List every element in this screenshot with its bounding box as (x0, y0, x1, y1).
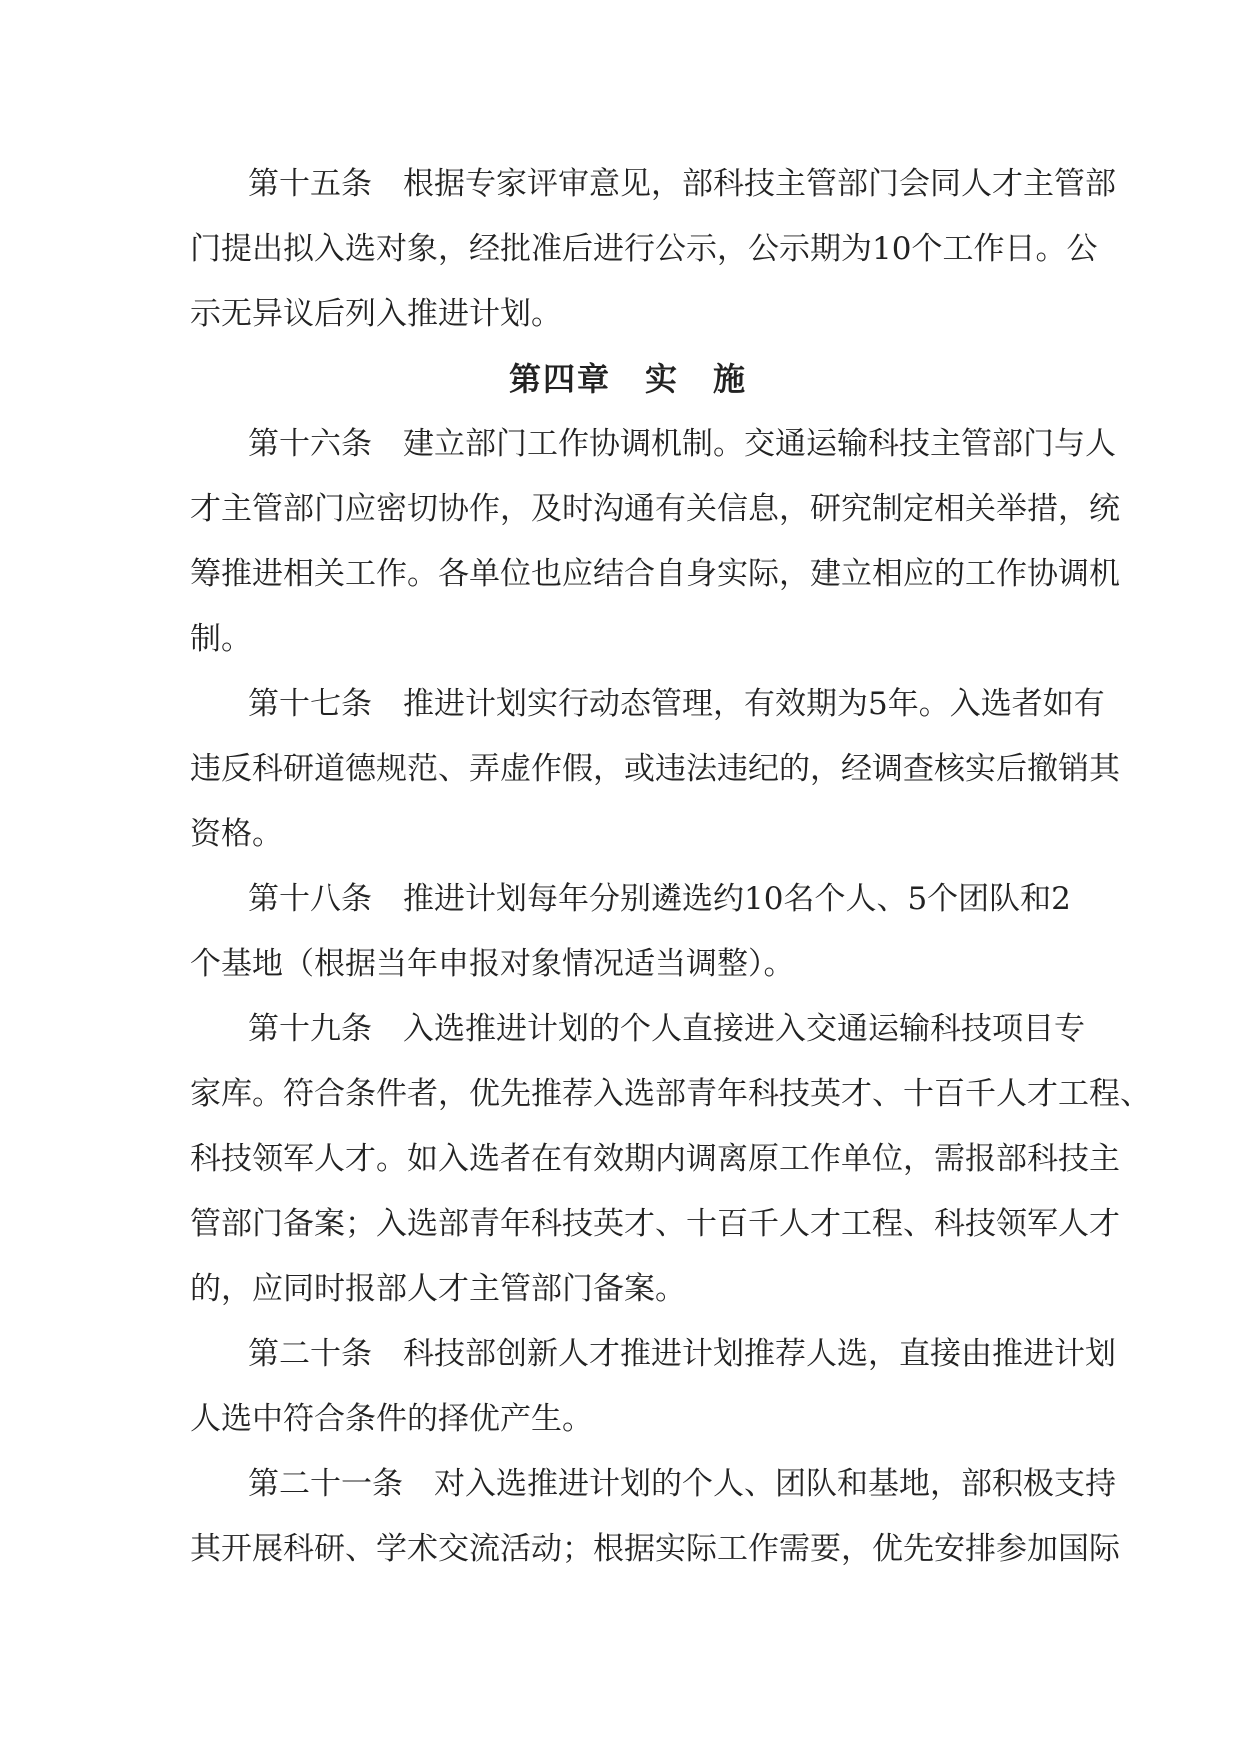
paragraph-line: 示无异议后列入推进计划。 (190, 296, 562, 332)
paragraph-line: 筹推进相关工作。各单位也应结合自身实际，建立相应的工作协调机 (190, 556, 1120, 592)
paragraph-line: 第十七条 推进计划实行动态管理，有效期为5年。入选者如有 (248, 686, 1105, 722)
chapter-heading: 第四章 实 施 (508, 360, 747, 398)
paragraph-line: 第二十一条 对入选推进计划的个人、团队和基地，部积极支持 (248, 1466, 1116, 1502)
paragraph-line: 第十八条 推进计划每年分别遴选约10名个人、5个团队和2 (248, 881, 1071, 917)
paragraph-line: 才主管部门应密切协作，及时沟通有关信息，研究制定相关举措，统 (190, 491, 1120, 527)
paragraph-line: 资格。 (190, 816, 283, 852)
article-paragraph (190, 412, 1120, 672)
paragraph-line: 第十五条 根据专家评审意见，部科技主管部门会同人才主管部 (248, 166, 1116, 202)
document-body (190, 152, 1151, 1582)
paragraph-line: 第二十条 科技部创新人才推进计划推荐人选，直接由推进计划 (248, 1336, 1116, 1372)
paragraph-line: 人选中符合条件的择优产生。 (190, 1401, 593, 1437)
paragraph-line: 第十九条 入选推进计划的个人直接进入交通运输科技项目专 (248, 1011, 1085, 1047)
paragraph-line: 的，应同时报部人才主管部门备案。 (190, 1271, 686, 1307)
paragraph-line: 其开展科研、学术交流活动；根据实际工作需要，优先安排参加国际 (190, 1531, 1120, 1567)
article-paragraph (190, 152, 1116, 347)
paragraph-line: 科技领军人才。如入选者在有效期内调离原工作单位，需报部科技主 (190, 1141, 1120, 1177)
paragraph-line: 违反科研道德规范、弄虚作假，或违法违纪的，经调查核实后撤销其 (190, 751, 1120, 787)
article-paragraph (190, 997, 1151, 1322)
article-paragraph (190, 672, 1120, 867)
article-paragraph (190, 1452, 1120, 1582)
article-paragraph (190, 867, 1071, 997)
paragraph-line: 管部门备案；入选部青年科技英才、十百千人才工程、科技领军人才 (190, 1206, 1120, 1242)
paragraph-line: 门提出拟入选对象，经批准后进行公示，公示期为10个工作日。公 (190, 231, 1098, 267)
paragraph-line: 个基地（根据当年申报对象情况适当调整）。 (190, 946, 795, 982)
paragraph-line: 制。 (190, 621, 252, 657)
article-paragraph (190, 1322, 1116, 1452)
paragraph-line: 家库。符合条件者，优先推荐入选部青年科技英才、十百千人才工程、 (190, 1076, 1151, 1112)
paragraph-line: 第十六条 建立部门工作协调机制。交通运输科技主管部门与人 (248, 426, 1116, 462)
